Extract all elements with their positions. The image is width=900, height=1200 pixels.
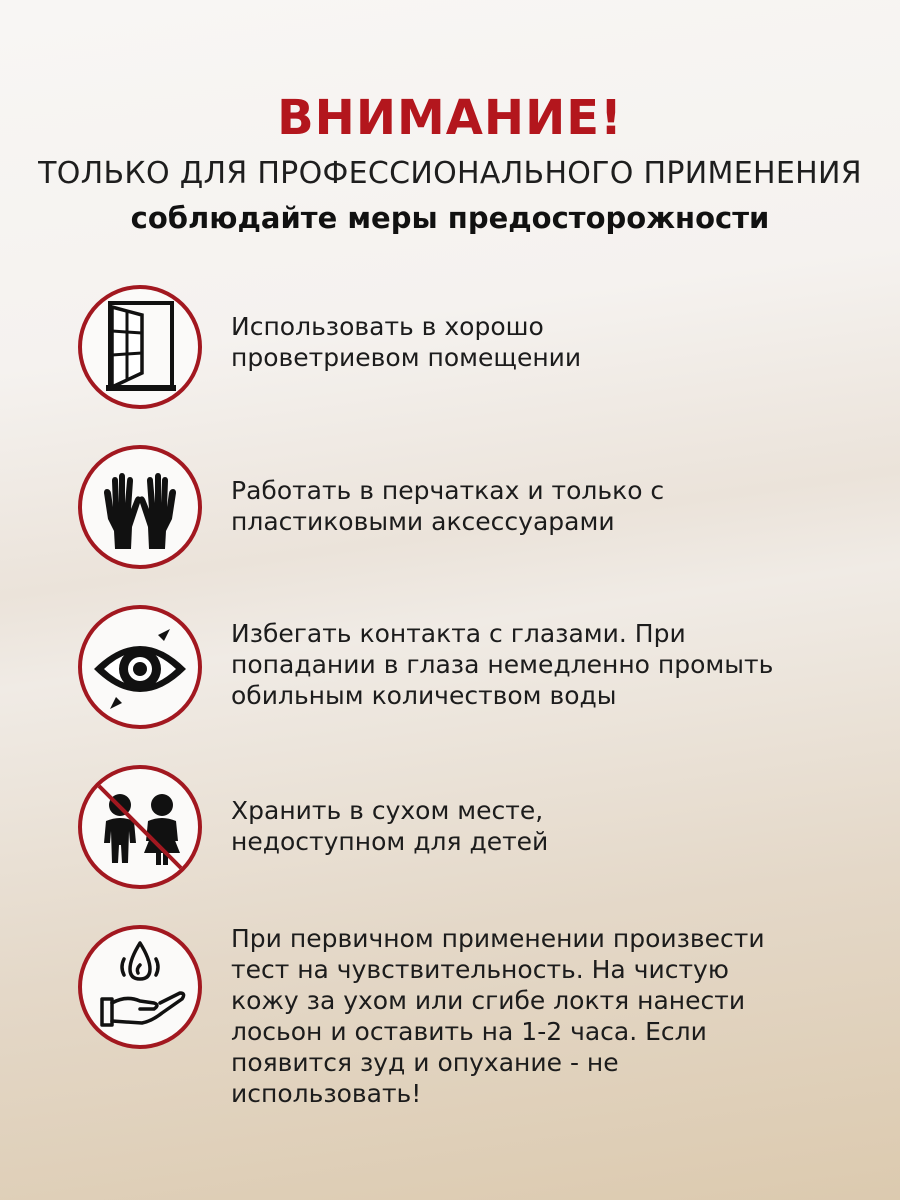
warning-title: ВНИМАНИЕ! — [277, 90, 623, 146]
eye-icon — [78, 605, 202, 729]
drop-on-hand-icon — [78, 925, 202, 1049]
precaution-text: Избегать контакта с глазами. При попадании в глаза немедленно промыть обильным количеством воды — [231, 619, 774, 710]
professional-use-subtitle: ТОЛЬКО ДЛЯ ПРОФЕССИОНАЛЬНОГО ПРИМЕНЕНИЯ — [38, 156, 862, 191]
precaution-text: При первичном применении произвести тест на чувствительность. На чистую кожу за ухом или сгибе локтя нанести лосьон и оставить на 1-2 часа. Если появится зуд и опухание - не использовать! — [231, 924, 765, 1108]
header — [0, 88, 900, 236]
gloves-icon — [78, 445, 202, 569]
precaution-text: Использовать в хорошо проветриевом помещении — [231, 312, 582, 372]
window-icon — [78, 285, 202, 409]
precaution-text: Хранить в сухом месте, недоступном для детей — [231, 796, 549, 856]
precaution-text: Работать в перчатках и только с пластиковыми аксессуарами — [231, 476, 665, 536]
precautions-subtitle: соблюдайте меры предосторожности — [130, 201, 770, 235]
no-children-icon — [78, 765, 202, 889]
